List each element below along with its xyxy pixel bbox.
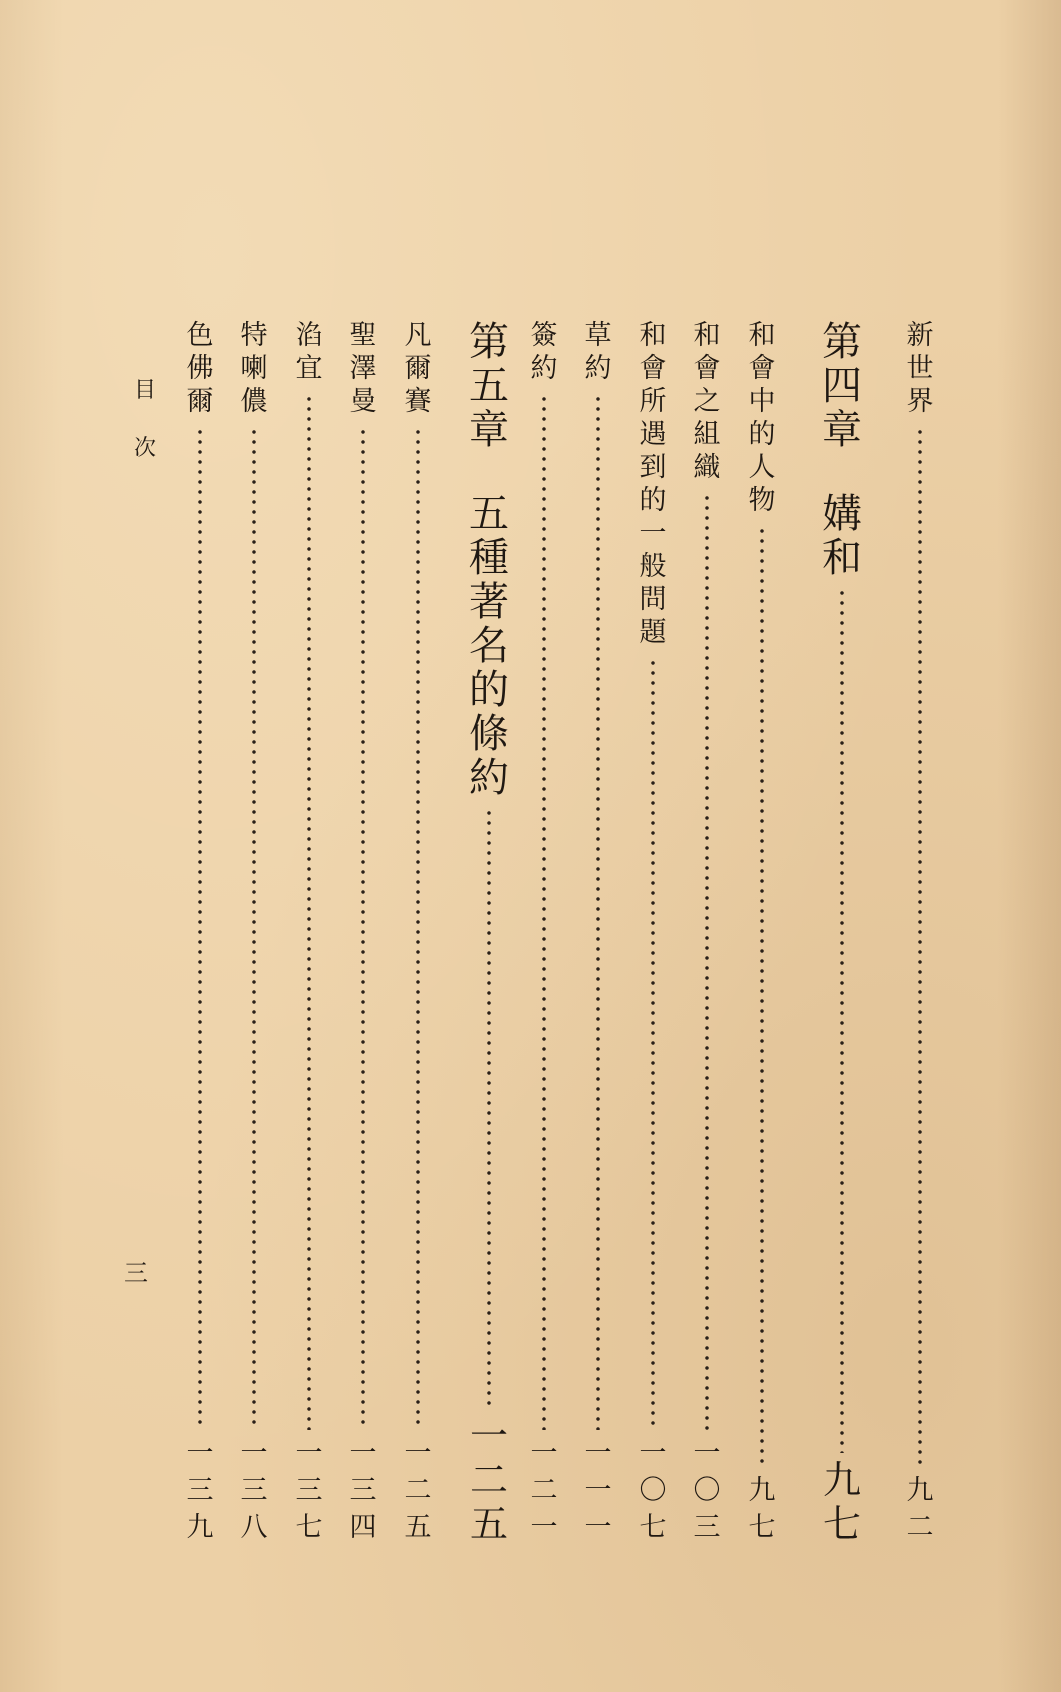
entry-title: 和 會 中 的 人 物 [748, 320, 776, 516]
entry-title: 凡 爾 賽 [404, 320, 432, 417]
entry-title: 新 世 界 [906, 320, 934, 417]
entry-page-number: 九 二 [906, 1475, 934, 1543]
entry-title: 淊 宜 [295, 320, 323, 384]
entry-title: 草 約 [584, 320, 612, 384]
dot-leader [486, 808, 492, 1409]
toc-chapter-4[interactable] [812, 319, 872, 1547]
dot-leader [415, 427, 421, 1430]
toc-entry-4[interactable] [685, 322, 729, 1547]
entry-page-number: 一 三 四 [349, 1438, 377, 1543]
chapter-page-number: 一 二 五 [469, 1414, 508, 1546]
entry-title: 聖 澤 曼 [349, 320, 377, 417]
toc-entry-11[interactable] [287, 322, 331, 1547]
dot-leader [595, 394, 601, 1430]
toc-entry-12[interactable] [232, 322, 276, 1547]
toc-entry-7[interactable] [522, 322, 566, 1547]
entry-page-number: 一 三 八 [240, 1438, 268, 1543]
page-number: 三 [124, 1259, 148, 1287]
entry-title: 簽 約 [530, 320, 558, 384]
dot-leader [759, 526, 765, 1467]
running-header [125, 380, 165, 496]
running-header-label: 目 次 [133, 378, 156, 461]
chapter-title: 第 五 章 [469, 319, 509, 453]
toc-entry-9[interactable] [396, 322, 440, 1547]
dot-leader [541, 394, 547, 1430]
chapter-page-number: 九 七 [822, 1458, 861, 1546]
dot-leader [360, 427, 366, 1430]
dot-leader [197, 427, 203, 1430]
entry-page-number: 一 三 九 [186, 1438, 214, 1543]
chapter-title: 第 四 章 [822, 319, 862, 453]
dot-leader [251, 427, 257, 1430]
toc-chapter-5[interactable] [459, 319, 519, 1547]
entry-page-number: 一 二 五 [404, 1438, 432, 1543]
entry-title: 和 會 之 組 織 [693, 320, 721, 483]
dot-leader [704, 493, 710, 1430]
dot-leader [306, 394, 312, 1430]
toc-entry-1[interactable] [898, 322, 942, 1547]
entry-title: 色 佛 爾 [186, 320, 214, 417]
entry-page-number: 九 七 [748, 1475, 776, 1543]
toc-entry-5[interactable] [631, 322, 675, 1547]
entry-page-number: 一 一 一 [584, 1438, 612, 1543]
entry-title: 特 喇 儂 [240, 320, 268, 417]
entry-page-number: 一 〇 七 [639, 1438, 667, 1543]
entry-page-number: 一 二 一 [530, 1438, 558, 1543]
toc-entry-6[interactable] [576, 322, 620, 1547]
dot-leader [650, 658, 656, 1430]
chapter-subtitle: 五 種 著 名 的 條 約 [469, 491, 509, 801]
toc-entry-13[interactable] [178, 322, 222, 1547]
dot-leader [839, 588, 845, 1453]
dot-leader [917, 427, 923, 1467]
entry-title: 和 會 所 遇 到 的 一 般 問 題 [639, 320, 667, 648]
entry-page-number: 一 〇 三 [693, 1438, 721, 1543]
entry-page-number: 一 三 七 [295, 1438, 323, 1543]
toc-entry-3[interactable] [740, 322, 784, 1547]
chapter-subtitle: 媾 和 [822, 491, 862, 581]
toc-entry-10[interactable] [341, 322, 385, 1547]
